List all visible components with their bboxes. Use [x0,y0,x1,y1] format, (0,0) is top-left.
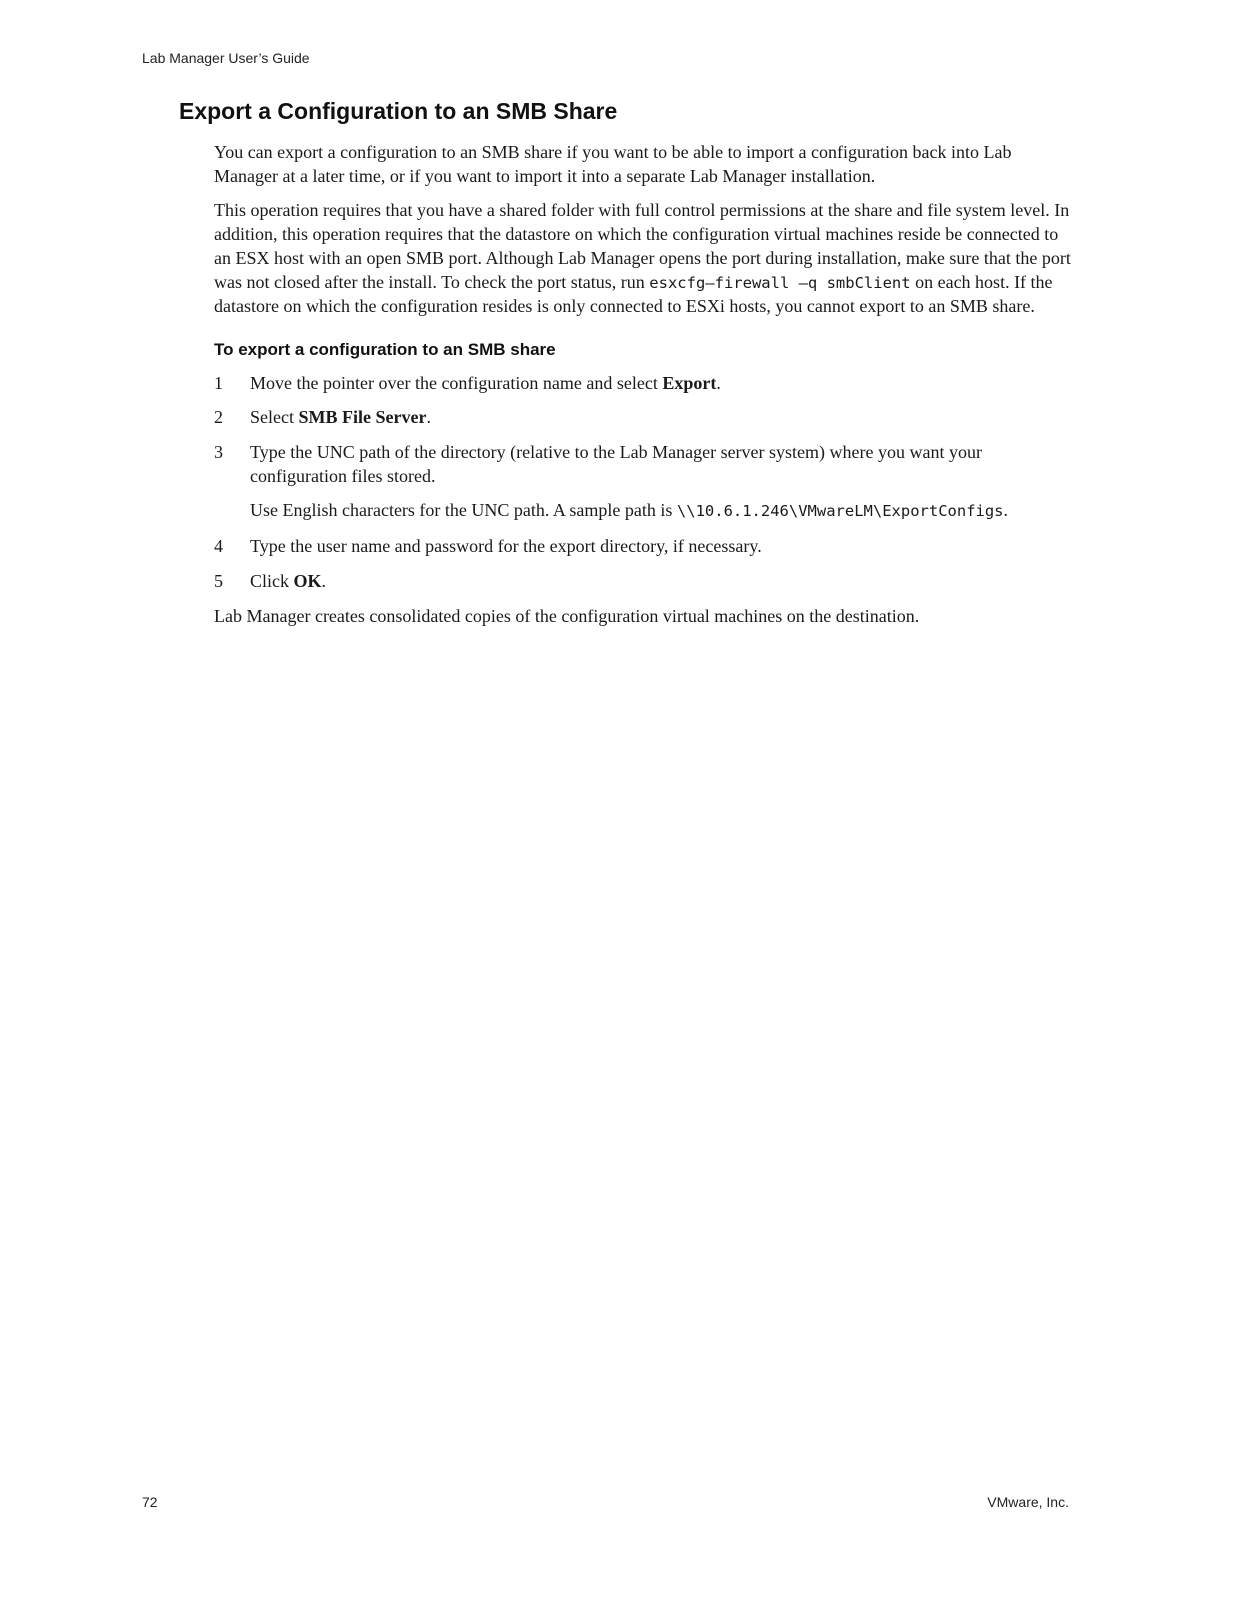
requirements-text-end: on each host. If the datastore on which the configuration resides is only connected to ESXi hosts, you cannot export to an SMB share. [214,271,1053,317]
requirements-text: This operation requires that you have a shared folder with full control permissions at the share and file system level. In addition, this operation requires that the datastore on which the configuration virtual machines reside be connected to an ESX host with an open SMB port. Although Lab Manager opens the port during installation, make sure that the port was not closed after the install. To check the port status, run [214,200,1071,292]
step-text: Click [250,570,294,591]
step-1 [214,372,1074,396]
step-text-end: . [426,407,431,428]
step-text: Move the pointer over the configuration name and select [250,372,663,393]
step-note-end: . [1003,500,1009,521]
step-number: 3 [214,442,223,463]
step-number: 2 [214,407,223,428]
procedure-steps [214,372,1074,594]
firewall-command: esxcfg–firewall –q smbClient [649,273,911,292]
step-note-text: Use English characters for the UNC path. A sample path is [250,500,677,521]
step-text: Type the user name and password for the export directory, if necessary. [250,536,762,557]
step-text-end: . [716,372,721,393]
section-body [214,141,1074,639]
step-2 [214,406,1074,430]
step-4 [214,535,1074,559]
ui-term-export: Export [662,372,717,393]
step-number: 5 [214,570,223,591]
section-title: Export a Configuration to an SMB Share [179,98,618,124]
sample-unc-path: \\10.6.1.246\VMwareLM\ExportConfigs [676,502,1004,521]
running-header: Lab Manager User’s Guide [142,50,310,66]
ui-term-ok: OK [293,570,322,591]
requirements-paragraph [214,199,1074,319]
step-number: 1 [214,372,223,393]
page-number: 72 [142,1494,158,1510]
intro-paragraph: You can export a configuration to an SMB share if you want to be able to import a configuration back into Lab Manager at a later time, or if you want to import it into a separate Lab Manager installation. [214,142,1012,186]
result-paragraph: Lab Manager creates consolidated copies of the configuration virtual machines on the destination. [214,605,920,626]
step-text: Type the UNC path of the directory (relative to the Lab Manager server system) where you want your configuration files stored. [250,442,982,486]
procedure-heading: To export a configuration to an SMB share [214,339,556,359]
step-number: 4 [214,536,223,557]
step-3 [214,441,1074,524]
ui-term-smb-file-server: SMB File Server [298,407,427,428]
step-text-end: . [321,570,327,591]
step-note [250,499,1074,524]
company-name: VMware, Inc. [987,1494,1069,1510]
step-5 [214,570,1074,594]
step-text: Select [250,407,299,428]
